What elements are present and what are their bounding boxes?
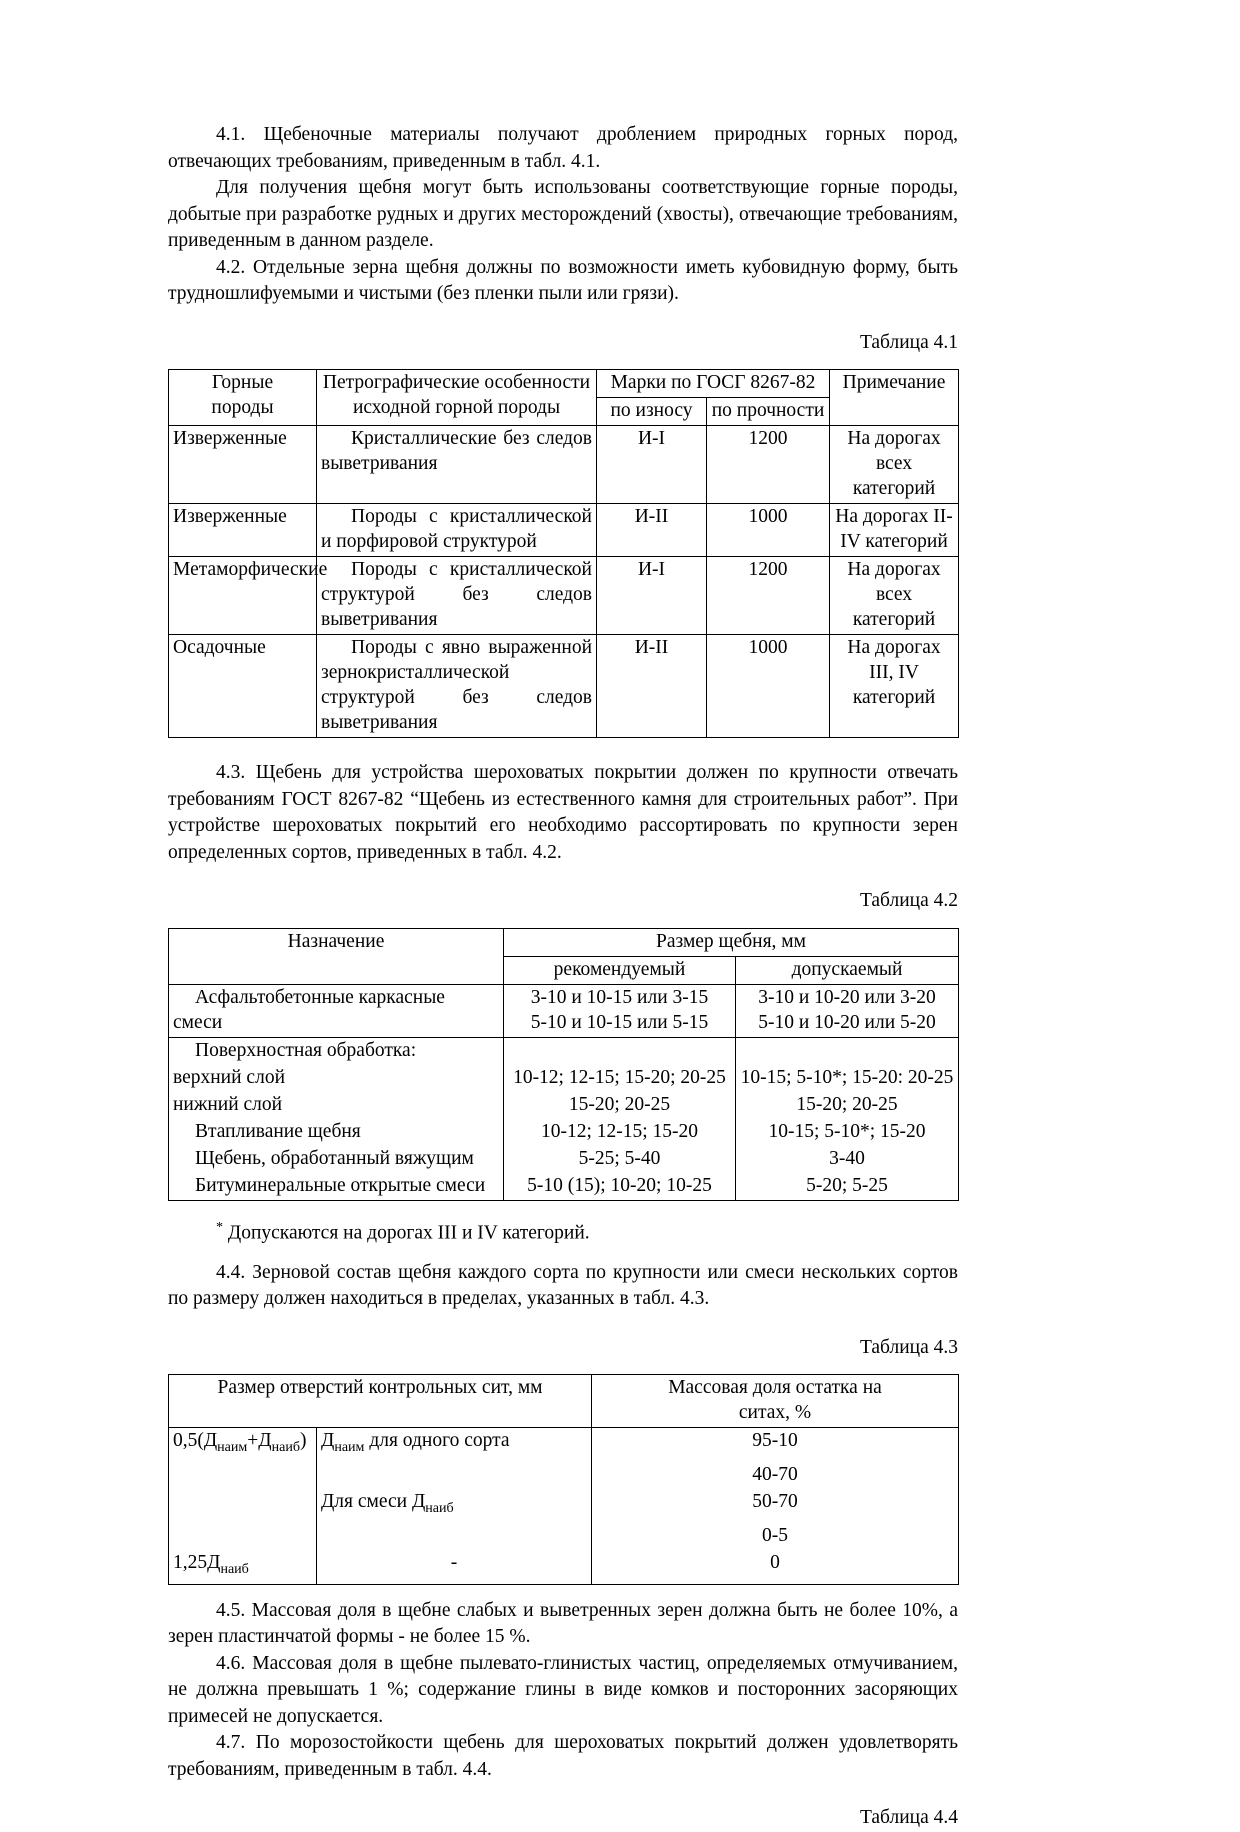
table-row-header: [169, 928, 959, 956]
cell-allowed: 3-40: [736, 1146, 959, 1173]
table-row: [169, 1550, 959, 1584]
table-4-3: [168, 1374, 959, 1585]
table-row: [169, 1489, 959, 1523]
cell-grade: -: [317, 1550, 592, 1584]
cell-note: На дорогах II-IV категорий: [830, 504, 959, 557]
paragraph-4-4: 4.4. Зерновой состав щебня каждого сорта по крупности или смеси нескольких сортов по размеру должен находиться в пределах, указанных в табл. 4.3.: [168, 1261, 958, 1309]
table-row: [169, 1146, 959, 1173]
table-row: [169, 504, 959, 557]
table-row: [169, 1119, 959, 1146]
cell-purpose: верхний слой: [169, 1065, 504, 1092]
cell-sieve-size: [169, 1462, 317, 1489]
cell-note: На дорогах III, IV категорий: [830, 635, 959, 738]
header-line-1: Массовая доля остатка на: [668, 1377, 882, 1398]
cell-residue: 40-70: [592, 1462, 959, 1489]
table-4-1-header-strength: по прочности: [707, 398, 830, 426]
document-page: [168, 122, 958, 1832]
allowed-line-2: 5-10 и 10-20 или 5-20: [758, 1011, 936, 1033]
cell-rock: Изверженные: [169, 426, 317, 504]
paragraph-4-1b: Для получения щебня могут быть использованы соответствующие горные породы, добытые при разработке рудных и других месторождений (хвосты), отвечающие требованиям, приведенным в данном разделе.: [168, 177, 958, 251]
table-4-2-header-purpose: Назначение: [169, 928, 504, 984]
cell-rock: Метаморфические: [169, 557, 317, 635]
paragraph-4-7: 4.7. По морозостойкости щебень для шероховатых покрытий должен удовлетворять требованиям, приведенным в табл. 4.4.: [168, 1732, 958, 1780]
header-line-2: исходной горной породы: [352, 397, 561, 418]
cell-purpose: Щебень, обработанный вяжущим: [169, 1146, 504, 1173]
cell-rock: Осадочные: [169, 635, 317, 738]
paragraph-4-5: 4.5. Массовая доля в щебне слабых и выветренных зерен должна быть не более 10%, а зерен пластинчатой формы - не более 15 %.: [168, 1599, 958, 1648]
allowed-line-1: 3-10 и 10-20 или 3-20: [758, 986, 936, 1008]
table-4-1-header-petrography: [317, 370, 597, 426]
purpose-line-2: смеси: [173, 1011, 223, 1033]
cell-purpose: Втапливание щебня: [169, 1119, 504, 1146]
table-4-1-header-rock: [169, 370, 317, 426]
table-row: [169, 557, 959, 635]
cell-recommended: 5-10 (15); 10-20; 10-25: [504, 1173, 736, 1201]
cell-wear: И-II: [597, 504, 707, 557]
paragraph-4-6: 4.6. Массовая доля в щебне пылевато-глинистых частиц, определяемых отмучиванием, не должна превышать 1 %; содержание глины в виде комков и посторонних засоряющих примесей не допускается.: [168, 1652, 958, 1727]
cell-recommended: 5-25; 5-40: [504, 1146, 736, 1173]
cell-recommended: [504, 984, 736, 1037]
table-row: [169, 1428, 959, 1462]
sieve-sub-1: наим: [217, 1438, 248, 1455]
cell-petrography: Породы с кристаллической структурой без следов выветривания: [317, 557, 597, 635]
cell-allowed: [736, 1037, 959, 1065]
header-line-2: породы: [211, 397, 274, 418]
cell-wear: И-II: [597, 635, 707, 738]
table-4-2-header-recommended: рекомендуемый: [504, 956, 736, 984]
sieve-prefix: 0,5(Д: [173, 1430, 218, 1451]
table-row-header: [169, 370, 959, 398]
cell-strength: 1200: [707, 426, 830, 504]
cell-purpose: Битуминеральные открытые смеси: [169, 1173, 504, 1201]
cell-purpose: [169, 984, 504, 1037]
table-4-2-header-size-group: Размер щебня, мм: [504, 928, 959, 956]
table-row: [169, 1523, 959, 1550]
table-row-header: [169, 1375, 959, 1428]
cell-wear: И-I: [597, 557, 707, 635]
cell-residue: 95-10: [592, 1428, 959, 1462]
cell-residue: 0: [592, 1550, 959, 1584]
sieve-mid: +Д: [247, 1430, 272, 1451]
table-4-2-footnote: [168, 1214, 958, 1247]
header-line-1: Горные: [211, 372, 274, 393]
grade-suffix: для одного сорта: [364, 1430, 510, 1451]
sieve-sub: наиб: [220, 1560, 249, 1577]
cell-recommended: 15-20; 20-25: [504, 1092, 736, 1119]
purpose-line-1: Асфальтобетонные каркасные: [195, 986, 445, 1008]
cell-grade: [317, 1489, 592, 1523]
paragraph-4-3: 4.3. Щебень для устройства шероховатых покрытии должен по крупности отвечать требованиям ГОСТ 8267-82 “Щебень из естественного камня для строительных работ”. При устройстве шероховатых покрытий его необходимо рассортировать по крупности зерен определенных сортов, приведенных в табл. 4.2.: [168, 762, 958, 863]
table-row: [169, 1173, 959, 1201]
table-4-2-header-allowed: допускаемый: [736, 956, 959, 984]
table-4-2: [168, 928, 959, 1201]
cell-sieve-size: [169, 1428, 317, 1462]
cell-note: На дорогах всех категорий: [830, 557, 959, 635]
table-row: [169, 1065, 959, 1092]
cell-allowed: [736, 984, 959, 1037]
table-row: [169, 635, 959, 738]
table-4-3-header-residue: [592, 1375, 959, 1428]
table-row: [169, 426, 959, 504]
cell-wear: И-I: [597, 426, 707, 504]
cell-grade: [317, 1428, 592, 1462]
table-4-3-header-sieve-group: Размер отверстий контрольных сит, мм: [169, 1375, 592, 1428]
cell-grade: [317, 1523, 592, 1550]
table-4-1: [168, 369, 959, 738]
cell-allowed: 15-20; 20-25: [736, 1092, 959, 1119]
cell-sieve-size: [169, 1550, 317, 1584]
table-4-4-caption: Таблица 4.4: [859, 1807, 958, 1829]
cell-strength: 1000: [707, 635, 830, 738]
cell-purpose: Поверхностная обработка:: [169, 1037, 504, 1065]
cell-recommended: 10-12; 12-15; 15-20: [504, 1119, 736, 1146]
footnote-marker: *: [216, 1218, 224, 1235]
recommended-line-1: 3-10 и 10-15 или 3-15: [530, 986, 709, 1008]
sieve-suffix: ): [300, 1430, 307, 1451]
footnote-text: Допускаются на дорогах III и IV категорий.: [227, 1222, 590, 1243]
cell-strength: 1200: [707, 557, 830, 635]
table-4-1-header-wear: по износу: [597, 398, 707, 426]
grade-prefix: Для смеси Д: [321, 1490, 426, 1512]
header-line-2: ситах, %: [738, 1402, 812, 1423]
table-row: [169, 1462, 959, 1489]
cell-allowed: [736, 1065, 959, 1092]
grade-sub: наиб: [425, 1499, 454, 1516]
paragraph-4-2: 4.2. Отдельные зерна щебня должны по возможности иметь кубовидную форму, быть трудношлифуемыми и чистыми (без пленки пыли или грязи).: [168, 256, 958, 304]
cell-recommended: 10-12; 12-15; 15-20; 20-25: [504, 1065, 736, 1092]
cell-sieve-size: [169, 1523, 317, 1550]
table-4-1-header-note: Примечание: [830, 370, 959, 426]
cell-allowed: 10-15; 5-10*; 15-20: [736, 1119, 959, 1146]
cell-allowed: 5-20; 5-25: [736, 1173, 959, 1201]
cell-residue: 50-70: [592, 1489, 959, 1523]
cell-rock: Изверженные: [169, 504, 317, 557]
table-row: [169, 1037, 959, 1065]
cell-strength: 1000: [707, 504, 830, 557]
table-row: [169, 1092, 959, 1119]
recommended-line-2: 5-10 и 10-15 или 5-15: [530, 1011, 709, 1033]
paragraph-4-1: 4.1. Щебеночные материалы получают дроблением природных горных пород, отвечающих требованиям, приведенным в табл. 4.1.: [168, 124, 958, 172]
header-line-1: Петрографические особенности: [322, 372, 591, 393]
cell-grade: [317, 1462, 592, 1489]
table-4-1-header-marks-group: Марки по ГОСГ 8267-82: [597, 370, 830, 398]
cell-note: На дорогах всех категорий: [830, 426, 959, 504]
table-4-3-caption: Таблица 4.3: [859, 1336, 958, 1358]
sieve-sub-2: наиб: [271, 1438, 300, 1455]
cell-recommended: [504, 1037, 736, 1065]
cell-purpose: нижний слой: [169, 1092, 504, 1119]
grade-sub: наим: [334, 1438, 365, 1455]
table-4-1-caption: Таблица 4.1: [859, 331, 958, 353]
grade-prefix: Д: [321, 1430, 335, 1451]
table-4-2-caption: Таблица 4.2: [859, 890, 958, 911]
cell-residue: 0-5: [592, 1523, 959, 1550]
cell-sieve-size: [169, 1489, 317, 1523]
cell-petrography: Породы с кристаллической и порфировой структурой: [317, 504, 597, 557]
table-row: [169, 984, 959, 1037]
sieve-prefix: 1,25Д: [173, 1551, 221, 1573]
cell-petrography: Породы с явно выраженной зернокристаллической структурой без следов выветривания: [317, 635, 597, 738]
cell-petrography: Кристаллические без следов выветривания: [317, 426, 597, 504]
allowed-text: 10-15; 5-10*; 15-20: 20-25: [740, 1066, 954, 1088]
